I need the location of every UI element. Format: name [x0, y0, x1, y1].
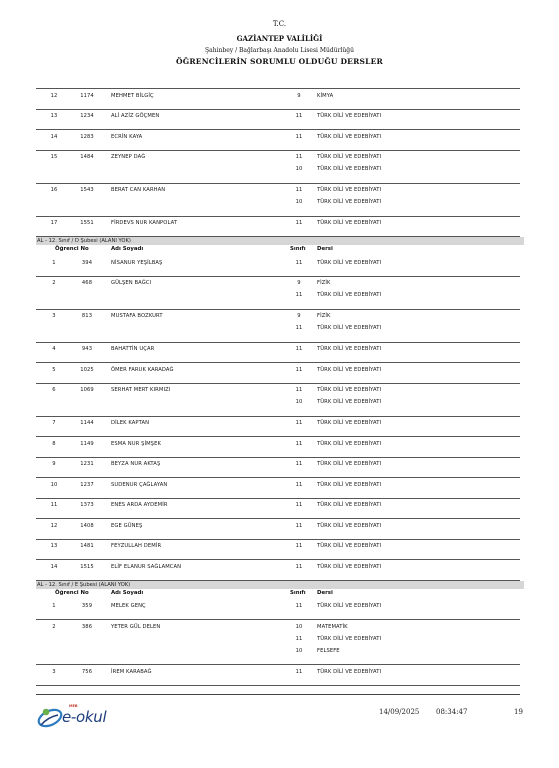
- class-level: 11: [295, 502, 303, 508]
- row-index: 16: [50, 187, 58, 193]
- student-name: FİRDEVS NUR KANPOLAT: [111, 220, 178, 226]
- column-header-subject: Dersi: [317, 246, 333, 252]
- class-level: 11: [295, 292, 303, 299]
- subject-name: TÜRK DİLİ VE EDEBİYATI: [317, 502, 382, 508]
- class-level: 9: [297, 313, 301, 319]
- subject-name: TÜRK DİLİ VE EDEBİYATI: [317, 399, 382, 406]
- subject-name: TÜRK DİLİ VE EDEBİYATI: [317, 187, 382, 193]
- student-name: SERHAT MERT KIRMIZI: [111, 387, 171, 393]
- class-level: 11: [295, 187, 303, 193]
- row-index: 13: [50, 113, 58, 119]
- row-index: 12: [50, 92, 58, 99]
- row-index: 13: [50, 543, 58, 549]
- row-divider: [36, 183, 520, 184]
- row-divider: [36, 619, 520, 620]
- student-number: 1149: [80, 440, 94, 447]
- student-name: MUSTAFA BOZKURT: [111, 313, 163, 319]
- row-divider: [36, 518, 520, 519]
- subject-name: MATEMATİK: [317, 623, 348, 630]
- student-name: BAHATTİN UÇAR: [111, 346, 155, 352]
- class-level: 10: [295, 199, 303, 206]
- e-okul-logo: [36, 703, 116, 731]
- class-level: 11: [295, 481, 303, 488]
- student-name: ÖMER FARUK KARADAĞ: [111, 366, 174, 373]
- row-divider: [36, 276, 520, 277]
- column-header-name: Adı Soyadı: [111, 246, 144, 252]
- student-name: ESMA NUR ŞİMŞEK: [111, 440, 161, 447]
- subject-name: TÜRK DİLİ VE EDEBİYATI: [317, 292, 382, 299]
- row-divider: [36, 309, 520, 310]
- student-name: GÜLŞEN BAĞCI: [111, 280, 152, 286]
- student-name: ENES ARDA AYDEMİR: [111, 502, 168, 508]
- row-divider: [36, 539, 520, 540]
- row-index: 3: [52, 668, 56, 675]
- student-number: 1408: [80, 522, 94, 529]
- student-number: 756: [81, 668, 93, 675]
- class-level: 11: [295, 603, 303, 609]
- student-name: FEYZULLAH DEMİR: [111, 543, 162, 549]
- row-index: 12: [50, 522, 58, 529]
- subject-name: TÜRK DİLİ VE EDEBİYATI: [317, 366, 382, 373]
- student-name: SUDENUR ÇAĞLAYAN: [111, 481, 168, 488]
- student-number: 359: [81, 603, 93, 609]
- header-governorship: GAZİANTEP VALİLİĞİ: [236, 34, 323, 43]
- subject-name: TÜRK DİLİ VE EDEBİYATI: [317, 154, 382, 160]
- subject-name: TÜRK DİLİ VE EDEBİYATI: [317, 259, 382, 266]
- student-number: 1025: [80, 366, 94, 373]
- row-divider: [36, 457, 520, 458]
- subject-name: TÜRK DİLİ VE EDEBİYATI: [317, 387, 382, 393]
- student-number: 1237: [80, 481, 94, 488]
- row-divider: [36, 216, 520, 217]
- subject-name: TÜRK DİLİ VE EDEBİYATI: [317, 346, 382, 352]
- class-level: 11: [295, 563, 303, 570]
- class-level: 11: [295, 220, 303, 226]
- section-title: AL - 12. Sınıf / D Şubesi (ALANI YOK): [37, 238, 131, 244]
- subject-name: FİZİK: [317, 280, 331, 286]
- student-number: 1481: [80, 543, 94, 549]
- row-index: 7: [52, 420, 56, 426]
- row-divider: [36, 88, 520, 89]
- class-level: 11: [295, 420, 303, 426]
- class-level: 11: [295, 154, 303, 160]
- student-number: 386: [81, 623, 93, 630]
- logo-text: e-okul: [62, 708, 107, 726]
- student-name: ZEYNEP DAĞ: [111, 154, 146, 160]
- section-title: AL - 12. Sınıf / E Şubesi (ALANI YOK): [37, 581, 131, 588]
- class-level: 10: [295, 647, 303, 654]
- row-divider: [36, 477, 520, 478]
- row-index: 17: [50, 220, 58, 226]
- row-index: 15: [50, 154, 58, 160]
- student-number: 1069: [80, 387, 94, 393]
- section-header: [36, 237, 524, 245]
- row-index: 11: [50, 502, 58, 508]
- class-level: 11: [295, 113, 303, 119]
- row-index: 3: [52, 313, 56, 319]
- row-index: 2: [52, 623, 56, 630]
- class-level: 11: [295, 543, 303, 549]
- student-number: 813: [81, 313, 93, 319]
- row-divider: [36, 109, 520, 110]
- row-index: 8: [52, 440, 56, 447]
- student-name: ALİ AZİZ GÖÇMEN: [111, 113, 160, 119]
- subject-name: TÜRK DİLİ VE EDEBİYATI: [317, 325, 382, 332]
- student-number: 394: [81, 259, 93, 266]
- print-date: 14/09/2025: [379, 708, 420, 716]
- subject-name: TÜRK DİLİ VE EDEBİYATI: [317, 166, 382, 173]
- student-name: MELEK GENÇ: [111, 603, 146, 609]
- column-header-class: Sınıfı: [290, 589, 306, 596]
- row-index: 2: [52, 280, 56, 286]
- class-level: 9: [297, 280, 301, 286]
- subject-name: TÜRK DİLİ VE EDEBİYATI: [317, 668, 382, 675]
- class-level: 10: [295, 399, 303, 406]
- class-level: 11: [295, 387, 303, 393]
- student-name: BERAT CAN KARHAN: [111, 187, 166, 193]
- subject-name: TÜRK DİLİ VE EDEBİYATI: [317, 543, 382, 549]
- student-number: 1174: [80, 92, 94, 99]
- class-level: 11: [295, 325, 303, 332]
- class-level: 11: [295, 461, 303, 467]
- row-index: 9: [52, 461, 56, 467]
- class-level: 11: [295, 635, 303, 642]
- subject-name: TÜRK DİLİ VE EDEBİYATI: [317, 522, 382, 529]
- student-name: YETER GÜL DELEN: [111, 623, 161, 630]
- subject-name: KİMYA: [317, 92, 334, 99]
- student-number: 1484: [80, 154, 94, 160]
- subject-name: TÜRK DİLİ VE EDEBİYATI: [317, 133, 382, 140]
- student-number: 1283: [80, 133, 94, 140]
- class-level: 9: [297, 92, 301, 99]
- row-index: 10: [50, 481, 58, 488]
- header-school: Şahinbey / Bağlarbaşı Anadolu Lisesi Müdürlüğü: [205, 47, 354, 54]
- class-level: 10: [295, 623, 303, 630]
- subject-name: FİZİK: [317, 313, 331, 319]
- row-divider: [36, 416, 520, 417]
- student-number: 1144: [80, 420, 94, 426]
- print-time: 08:34:47: [436, 708, 468, 716]
- row-index: 6: [52, 387, 56, 393]
- subject-name: FELSEFE: [317, 647, 340, 654]
- logo-meb-label: MEB: [69, 704, 78, 708]
- subject-name: TÜRK DİLİ VE EDEBİYATI: [317, 113, 382, 119]
- row-index: 14: [50, 563, 58, 570]
- subject-name: TÜRK DİLİ VE EDEBİYATI: [317, 220, 382, 226]
- row-divider: [36, 383, 520, 384]
- student-number: 468: [81, 280, 93, 286]
- header-tc: T.C.: [272, 20, 287, 28]
- row-divider: [36, 150, 520, 151]
- student-number: 1234: [80, 113, 94, 119]
- class-level: 11: [295, 668, 303, 675]
- row-divider: [36, 129, 520, 130]
- student-number: 943: [81, 346, 93, 352]
- student-name: DİLEK KAPTAN: [111, 420, 150, 426]
- column-header-no: Öğrenci No: [55, 246, 89, 252]
- student-name: ECRİN KAYA: [111, 133, 143, 140]
- row-divider: [36, 664, 520, 665]
- subject-name: TÜRK DİLİ VE EDEBİYATI: [317, 199, 382, 206]
- subject-name: TÜRK DİLİ VE EDEBİYATI: [317, 563, 382, 570]
- student-number: 1231: [80, 461, 94, 467]
- student-number: 1373: [80, 502, 94, 508]
- subject-name: TÜRK DİLİ VE EDEBİYATI: [317, 420, 382, 426]
- student-number: 1543: [80, 187, 94, 193]
- column-header-class: Sınıfı: [290, 246, 306, 252]
- class-level: 11: [295, 346, 303, 352]
- column-header-subject: Dersi: [317, 589, 333, 596]
- class-level: 11: [295, 366, 303, 373]
- subject-name: TÜRK DİLİ VE EDEBİYATI: [317, 461, 382, 467]
- document-title: ÖĞRENCİLERİN SORUMLU OLDUĞU DERSLER: [176, 57, 383, 66]
- class-level: 11: [295, 522, 303, 529]
- class-level: 11: [295, 259, 303, 266]
- subject-name: TÜRK DİLİ VE EDEBİYATI: [317, 635, 382, 642]
- student-name: ELİF ELANUR SAĞLAMCAN: [111, 563, 182, 570]
- subject-name: TÜRK DİLİ VE EDEBİYATI: [317, 481, 382, 488]
- subject-name: TÜRK DİLİ VE EDEBİYATI: [317, 603, 382, 609]
- column-header-no: Öğrenci No: [55, 589, 89, 596]
- row-divider: [36, 436, 520, 437]
- student-name: İREM KARABAĞ: [111, 668, 152, 675]
- row-index: 14: [50, 133, 58, 140]
- student-number: 1515: [80, 563, 94, 570]
- student-name: EGE GÜNEŞ: [111, 522, 143, 529]
- student-name: BEYZA NUR AKTAŞ: [111, 461, 161, 467]
- class-level: 11: [295, 133, 303, 140]
- row-divider: [36, 342, 520, 343]
- student-name: MEHMET BİLGİÇ: [111, 92, 154, 99]
- class-level: 11: [295, 440, 303, 447]
- row-divider: [36, 362, 520, 363]
- row-index: 1: [52, 259, 56, 266]
- footer-divider: [36, 694, 520, 695]
- row-index: 4: [52, 346, 56, 352]
- section-header: [36, 581, 524, 589]
- student-number: 1551: [80, 220, 94, 226]
- column-header-name: Adı Soyadı: [111, 589, 144, 596]
- row-divider: [36, 498, 520, 499]
- row-index: 5: [52, 366, 56, 373]
- row-divider: [36, 685, 520, 686]
- class-level: 10: [295, 166, 303, 173]
- row-index: 1: [52, 603, 56, 609]
- page-number: 19: [514, 708, 523, 716]
- subject-name: TÜRK DİLİ VE EDEBİYATI: [317, 440, 382, 447]
- student-name: NİSANUR YEŞİLBAŞ: [111, 259, 163, 266]
- row-divider: [36, 559, 520, 560]
